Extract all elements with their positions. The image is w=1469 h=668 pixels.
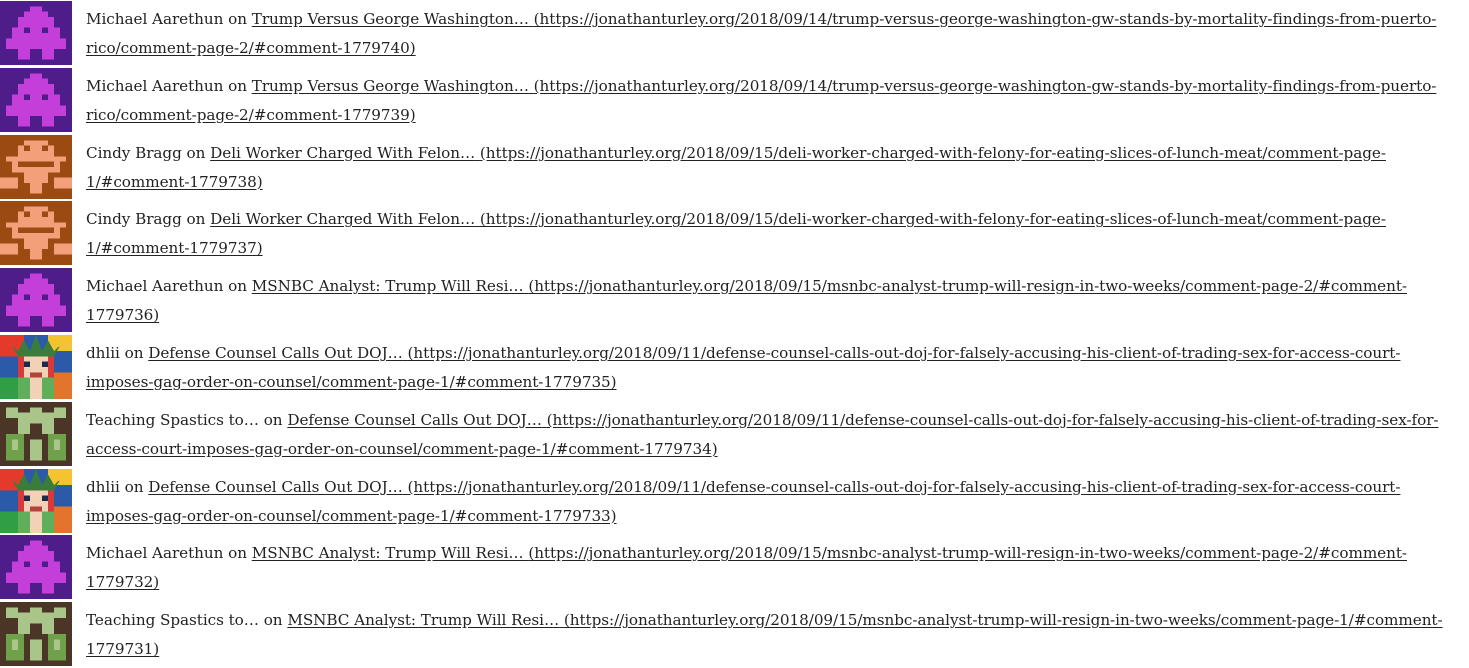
- comment-post-title: MSNBC Analyst: Trump Will Resi…: [251, 544, 524, 563]
- comment-post-link[interactable]: [86, 210, 1386, 257]
- comment-post-title: Deli Worker Charged With Felon…: [210, 143, 476, 162]
- avatar[interactable]: [0, 201, 72, 265]
- comment-connector: on: [228, 10, 247, 28]
- avatar[interactable]: [0, 469, 72, 533]
- comment-text: [86, 72, 1455, 130]
- comment-post-title: Defense Counsel Calls Out DOJ…: [287, 410, 542, 429]
- comment-connector: on: [228, 277, 247, 296]
- comment-post-title: Defense Counsel Calls Out DOJ…: [148, 477, 403, 496]
- comment-connector: on: [228, 544, 247, 563]
- comment-connector: on: [186, 143, 206, 162]
- comment-post-title: MSNBC Analyst: Trump Will Resi…: [287, 611, 560, 630]
- comment-post-title: Deli Worker Charged With Felon…: [210, 210, 476, 229]
- comment-text: [86, 205, 1455, 263]
- comment-connector: on: [263, 410, 283, 429]
- comment-post-title: Trump Versus George Washington…: [251, 76, 529, 95]
- comment-post-url: (https://jonathanturley.org/2018/09/11/defense-counsel-calls-out-doj-for-falsely-accusing-his-client-of-trading-sex-for-access-court-imposes-gag-order-on-counsel/comment-page-1/#comment-1779734): [86, 410, 1439, 458]
- avatar[interactable]: [0, 402, 72, 466]
- comment-post-url: (https://jonathanturley.org/2018/09/15/msnbc-analyst-trump-will-resign-in-two-weeks/comment-page-2/#comment-1779736): [86, 277, 1407, 325]
- comment-list-item: [0, 334, 1469, 401]
- comment-connector: on: [124, 343, 144, 362]
- comment-post-url: (https://jonathanturley.org/2018/09/14/trump-versus-george-washington-gw-stands-by-mortality-findings-from-puerto-rico/comment-page-2/#comment-1779740): [86, 10, 1437, 57]
- comment-author: Michael Aarethun: [86, 544, 224, 563]
- comment-list-item: [0, 534, 1469, 601]
- comment-text: [86, 5, 1455, 63]
- comment-post-url: (https://jonathanturley.org/2018/09/15/deli-worker-charged-with-felony-for-eating-slices-of-lunch-meat/comment-page-1/#comment-1779738): [86, 143, 1386, 191]
- comment-author: Michael Aarethun: [86, 277, 224, 296]
- avatar[interactable]: [0, 135, 72, 199]
- avatar[interactable]: [0, 602, 72, 666]
- comment-connector: on: [186, 210, 206, 229]
- comment-text: [86, 473, 1455, 531]
- comment-list-item: [0, 134, 1469, 201]
- comment-list-item: [0, 468, 1469, 535]
- comment-text: [86, 339, 1455, 397]
- comment-post-link[interactable]: [86, 77, 1436, 124]
- avatar[interactable]: [0, 335, 72, 399]
- comment-list-item: [0, 0, 1469, 67]
- avatar[interactable]: [0, 68, 72, 132]
- comment-text: [86, 139, 1455, 197]
- comment-post-title: MSNBC Analyst: Trump Will Resi…: [251, 277, 524, 296]
- comment-author: Michael Aarethun: [86, 76, 224, 95]
- comment-connector: on: [124, 477, 144, 496]
- comment-post-link[interactable]: [86, 411, 1439, 458]
- comment-post-link[interactable]: [86, 344, 1400, 391]
- comment-post-url: (https://jonathanturley.org/2018/09/15/deli-worker-charged-with-felony-for-eating-slices-of-lunch-meat/comment-page-1/#comment-1779737): [86, 210, 1386, 258]
- comment-post-url: (https://jonathanturley.org/2018/09/11/defense-counsel-calls-out-doj-for-falsely-accusing-his-client-of-trading-sex-for-access-court-imposes-gag-order-on-counsel/comment-page-1/#comment-1779735): [86, 343, 1401, 391]
- comment-post-link[interactable]: [86, 478, 1400, 525]
- comment-text: [86, 272, 1455, 330]
- comment-post-link[interactable]: [86, 544, 1407, 591]
- avatar[interactable]: [0, 1, 72, 65]
- comment-post-url: (https://jonathanturley.org/2018/09/15/msnbc-analyst-trump-will-resign-in-two-weeks/comment-page-2/#comment-1779732): [86, 544, 1407, 592]
- comment-post-title: Defense Counsel Calls Out DOJ…: [148, 343, 403, 362]
- avatar[interactable]: [0, 535, 72, 599]
- comment-author: Cindy Bragg: [86, 143, 182, 162]
- comment-post-url: (https://jonathanturley.org/2018/09/14/trump-versus-george-washington-gw-stands-by-mortality-findings-from-puerto-rico/comment-page-2/#comment-1779739): [86, 76, 1437, 124]
- comment-list-item: [0, 267, 1469, 334]
- comment-author: dhlii: [86, 343, 120, 362]
- comment-post-link[interactable]: [86, 611, 1443, 658]
- comment-list-item: [0, 200, 1469, 267]
- comment-author: Michael Aarethun: [86, 10, 224, 28]
- comment-connector: on: [228, 76, 247, 95]
- comment-post-url: (https://jonathanturley.org/2018/09/15/msnbc-analyst-trump-will-resign-in-two-weeks/comment-page-1/#comment-1779731): [86, 611, 1443, 659]
- comment-list-item: [0, 67, 1469, 134]
- comment-post-url: (https://jonathanturley.org/2018/09/11/defense-counsel-calls-out-doj-for-falsely-accusing-his-client-of-trading-sex-for-access-court-imposes-gag-order-on-counsel/comment-page-1/#comment-1779733): [86, 477, 1401, 525]
- comment-post-link[interactable]: [86, 144, 1386, 191]
- comment-author: Teaching Spastics to…: [86, 410, 259, 429]
- comment-text: [86, 539, 1455, 597]
- comment-connector: on: [263, 611, 283, 630]
- comment-list-item: [0, 401, 1469, 468]
- comment-author: dhlii: [86, 477, 120, 496]
- comment-author: Teaching Spastics to…: [86, 611, 259, 630]
- comment-post-title: Trump Versus George Washington…: [251, 10, 529, 28]
- comment-text: [86, 406, 1455, 464]
- comment-post-link[interactable]: [86, 277, 1407, 324]
- avatar[interactable]: [0, 268, 72, 332]
- comment-post-link[interactable]: [86, 10, 1436, 57]
- comment-author: Cindy Bragg: [86, 210, 182, 229]
- comment-text: [86, 606, 1455, 664]
- comment-list-item: [0, 601, 1469, 668]
